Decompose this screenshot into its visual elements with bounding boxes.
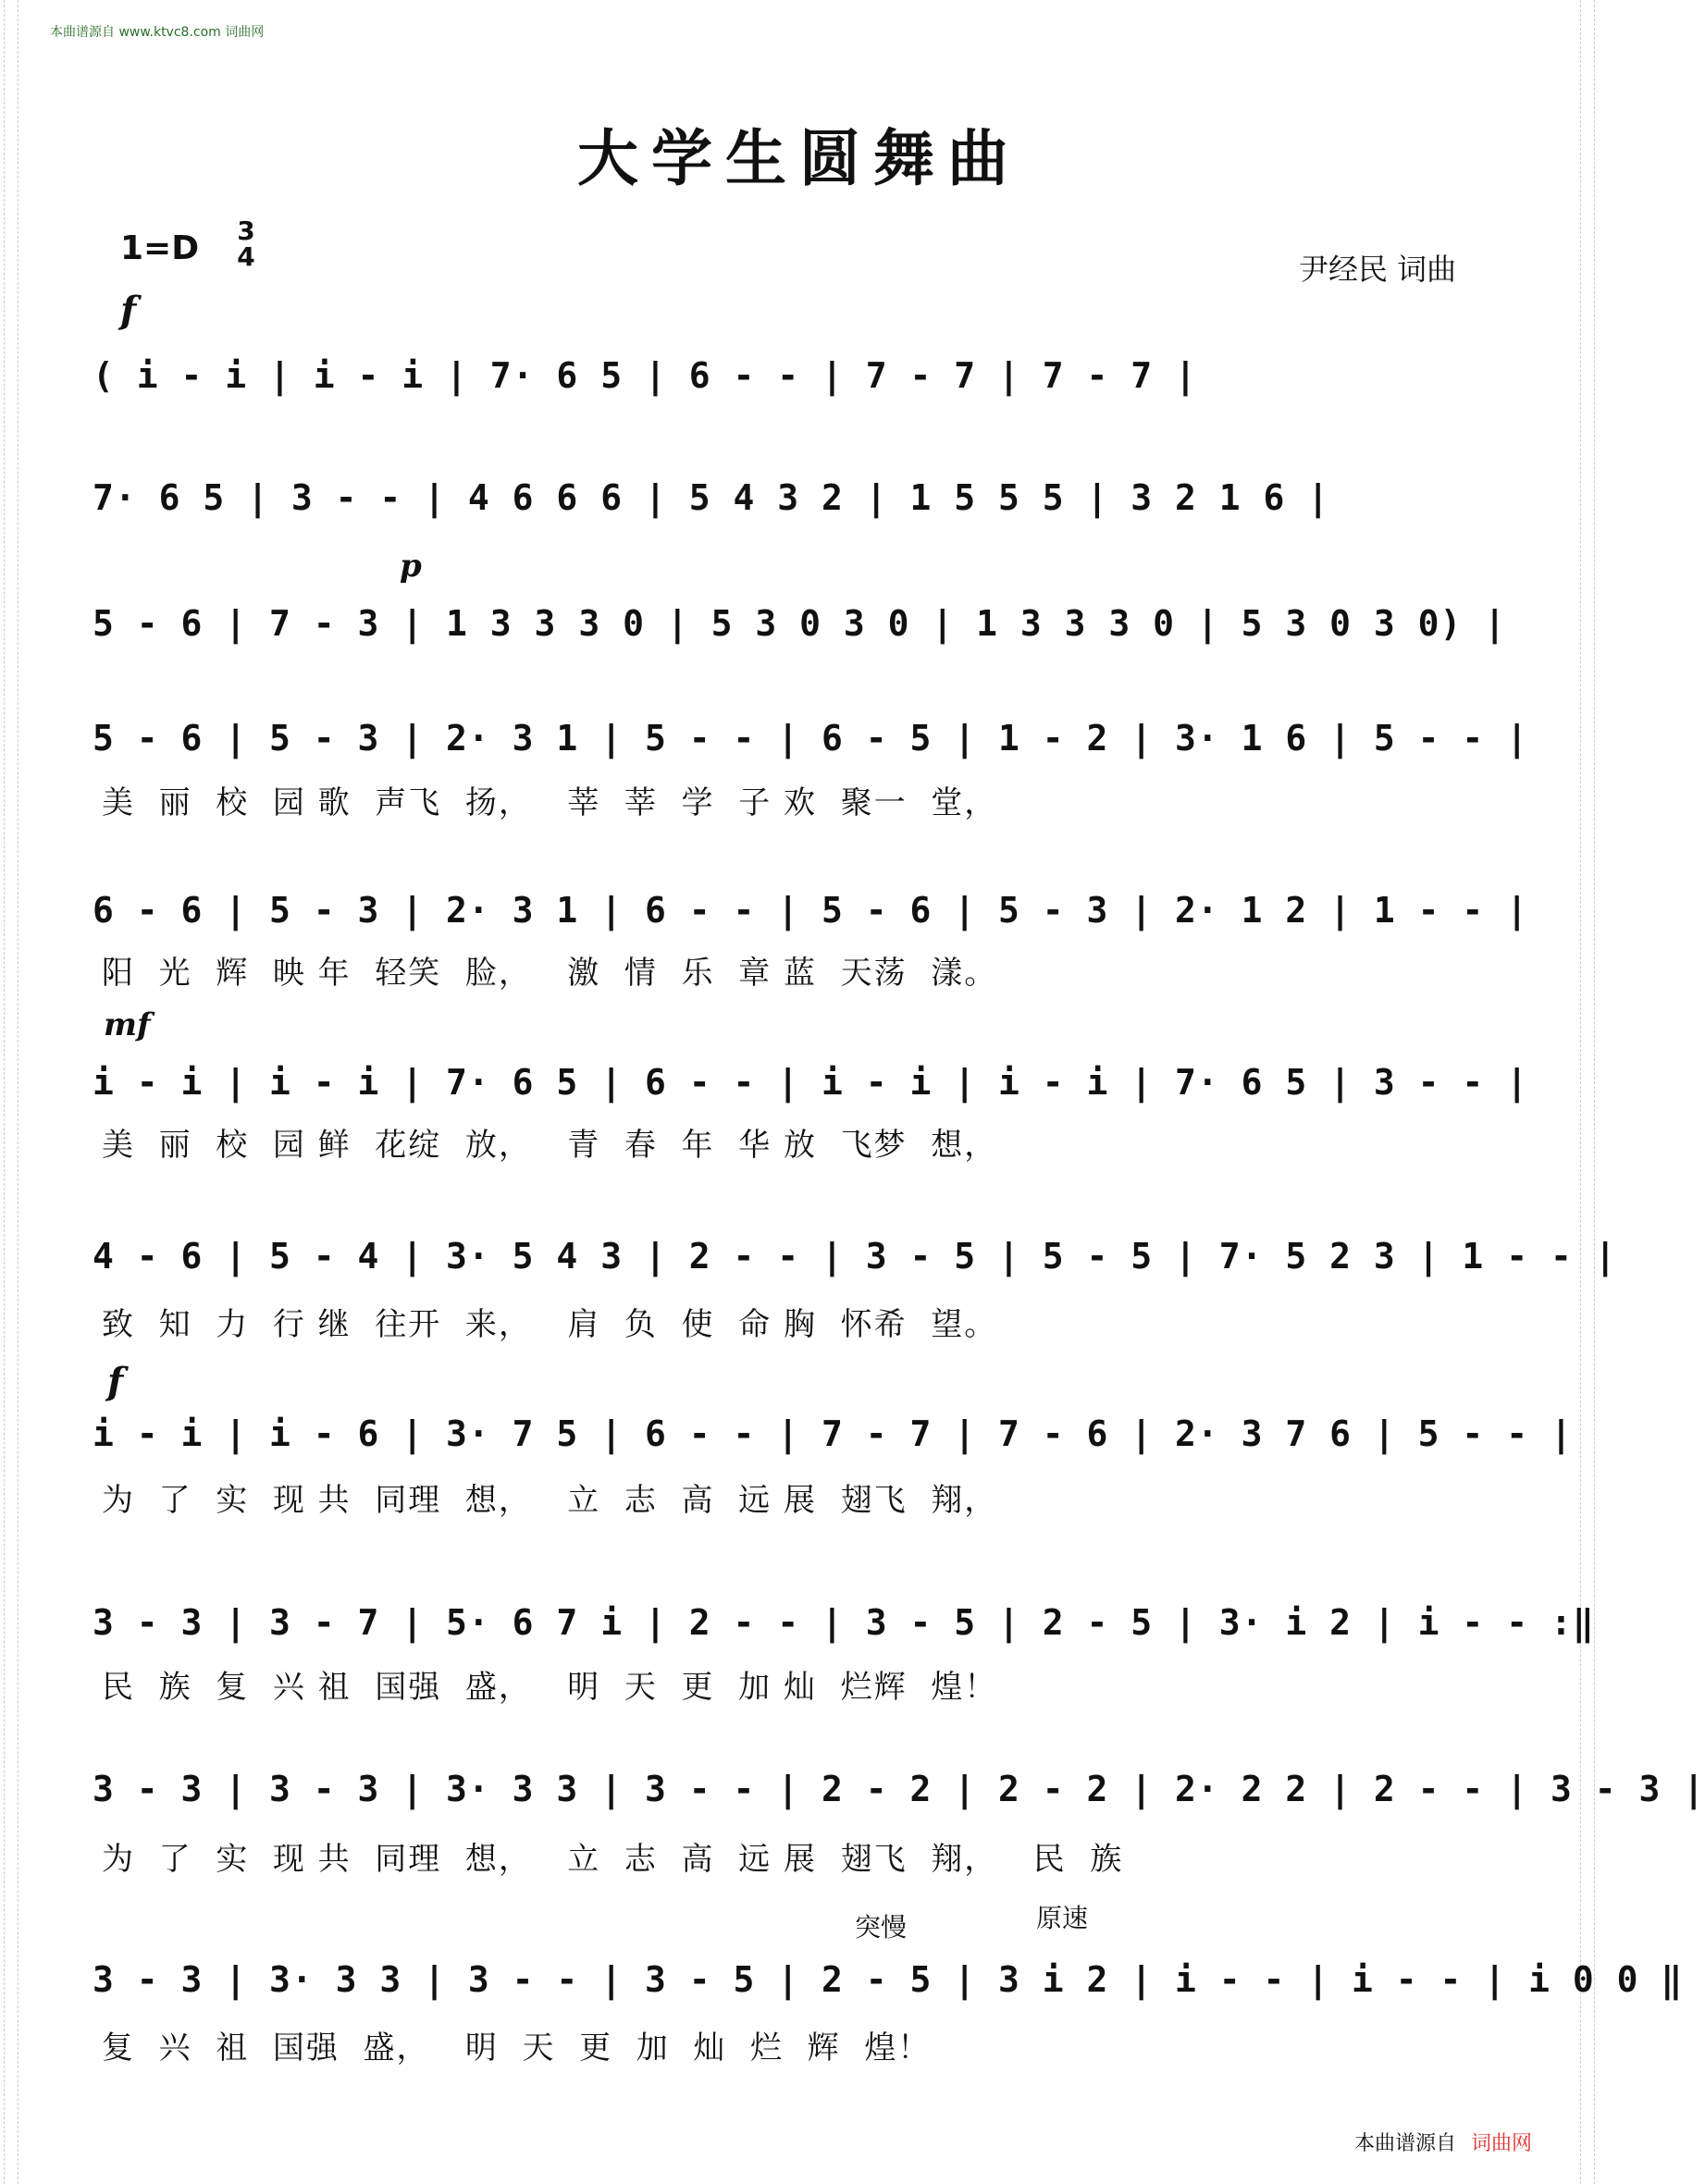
- dynamic-mark: f: [120, 289, 137, 332]
- tempo-mark: 原速: [1036, 1903, 1089, 1933]
- footer-source: [1354, 2128, 1532, 2156]
- time-signature: [233, 218, 259, 270]
- dynamic-mark: f: [107, 1360, 124, 1403]
- lyric-line: 美 丽 校 园 歌 声飞 扬， 莘 莘 学 子 欢 聚一 堂，: [102, 784, 998, 821]
- notation-line: 7· 6 5 | 3 - - | 4 6 6 6 | 5 4 3 2 | 1 5 5 5 | 3 2 1 6 |: [93, 477, 1330, 518]
- meter-top: 3: [237, 216, 255, 246]
- lyric-line: 为 了 实 现 共 同理 想， 立 志 高 远 展 翅飞 翔，: [102, 1482, 998, 1519]
- notation-line: i - i | i - i | 7· 6 5 | 6 - - | i - i | i - i | 7· 6 5 | 3 - - |: [93, 1062, 1529, 1103]
- notation-line: 3 - 3 | 3 - 7 | 5· 6 7 i | 2 - - | 3 - 5 | 2 - 5 | 3· i 2 | i - - :‖: [93, 1602, 1595, 1643]
- notation-line: ( i - i | i - i | 7· 6 5 | 6 - - | 7 - 7 | 7 - 7 |: [93, 355, 1197, 396]
- composer-credit: 尹经民 词曲: [1299, 252, 1457, 287]
- lyric-line: 为 了 实 现 共 同理 想， 立 志 高 远 展 翅飞 翔， 民 族: [102, 1841, 1124, 1878]
- lyric-line: 阳 光 辉 映 年 轻笑 脸， 激 情 乐 章 蓝 天荡 漾。: [102, 955, 998, 992]
- meter-bottom: 4: [237, 241, 255, 272]
- notation-line: i - i | i - 6 | 3· 7 5 | 6 - - | 7 - 7 | 7 - 6 | 2· 3 7 6 | 5 - - |: [93, 1413, 1573, 1454]
- key-signature: 1=D: [120, 229, 200, 267]
- notation-line: 3 - 3 | 3 - 3 | 3· 3 3 | 3 - - | 2 - 2 | 2 - 2 | 2· 2 2 | 2 - - | 3 - 3 |: [93, 1769, 1705, 1809]
- footer-site-link[interactable]: 词曲网: [1471, 2132, 1533, 2155]
- page-title: 大学生圆舞曲: [577, 122, 1021, 194]
- lyric-line: 致 知 力 行 继 往开 来， 肩 负 使 命 胸 怀希 望。: [102, 1306, 998, 1343]
- right-margin-strip: [1580, 0, 1595, 2184]
- notation-line: 5 - 6 | 7 - 3 | 1 3 3 3 0 | 5 3 0 3 0 | 1 3 3 3 0 | 5 3 0 3 0) |: [93, 603, 1507, 644]
- left-margin-strip: [4, 0, 19, 2184]
- source-note: 本曲谱源自 www.ktvc8.com 词曲网: [50, 25, 265, 40]
- notation-line: 4 - 6 | 5 - 4 | 3· 5 4 3 | 2 - - | 3 - 5 | 5 - 5 | 7· 5 2 3 | 1 - - |: [93, 1236, 1617, 1277]
- dynamic-mark: p: [400, 548, 422, 585]
- tempo-mark: 突慢: [855, 1912, 908, 1943]
- footer-source-label: 本曲谱源自: [1354, 2132, 1457, 2155]
- notation-line: 6 - 6 | 5 - 3 | 2· 3 1 | 6 - - | 5 - 6 | 5 - 3 | 2· 1 2 | 1 - - |: [93, 890, 1529, 931]
- notation-line: 3 - 3 | 3· 3 3 | 3 - - | 3 - 5 | 2 - 5 | 3 i 2 | i - - | i - - | i 0 0 ‖: [93, 1959, 1684, 2000]
- lyric-line: 复 兴 祖 国强 盛， 明 天 更 加 灿 烂 辉 煌！: [102, 2030, 932, 2067]
- dynamic-mark: mf: [104, 1006, 151, 1043]
- lyric-line: 民 族 复 兴 祖 国强 盛， 明 天 更 加 灿 烂辉 煌！: [102, 1669, 998, 1706]
- lyric-line: 美 丽 校 园 鲜 花绽 放， 青 春 年 华 放 飞梦 想，: [102, 1127, 998, 1164]
- notation-line: 5 - 6 | 5 - 3 | 2· 3 1 | 5 - - | 6 - 5 | 1 - 2 | 3· 1 6 | 5 - - |: [93, 718, 1529, 759]
